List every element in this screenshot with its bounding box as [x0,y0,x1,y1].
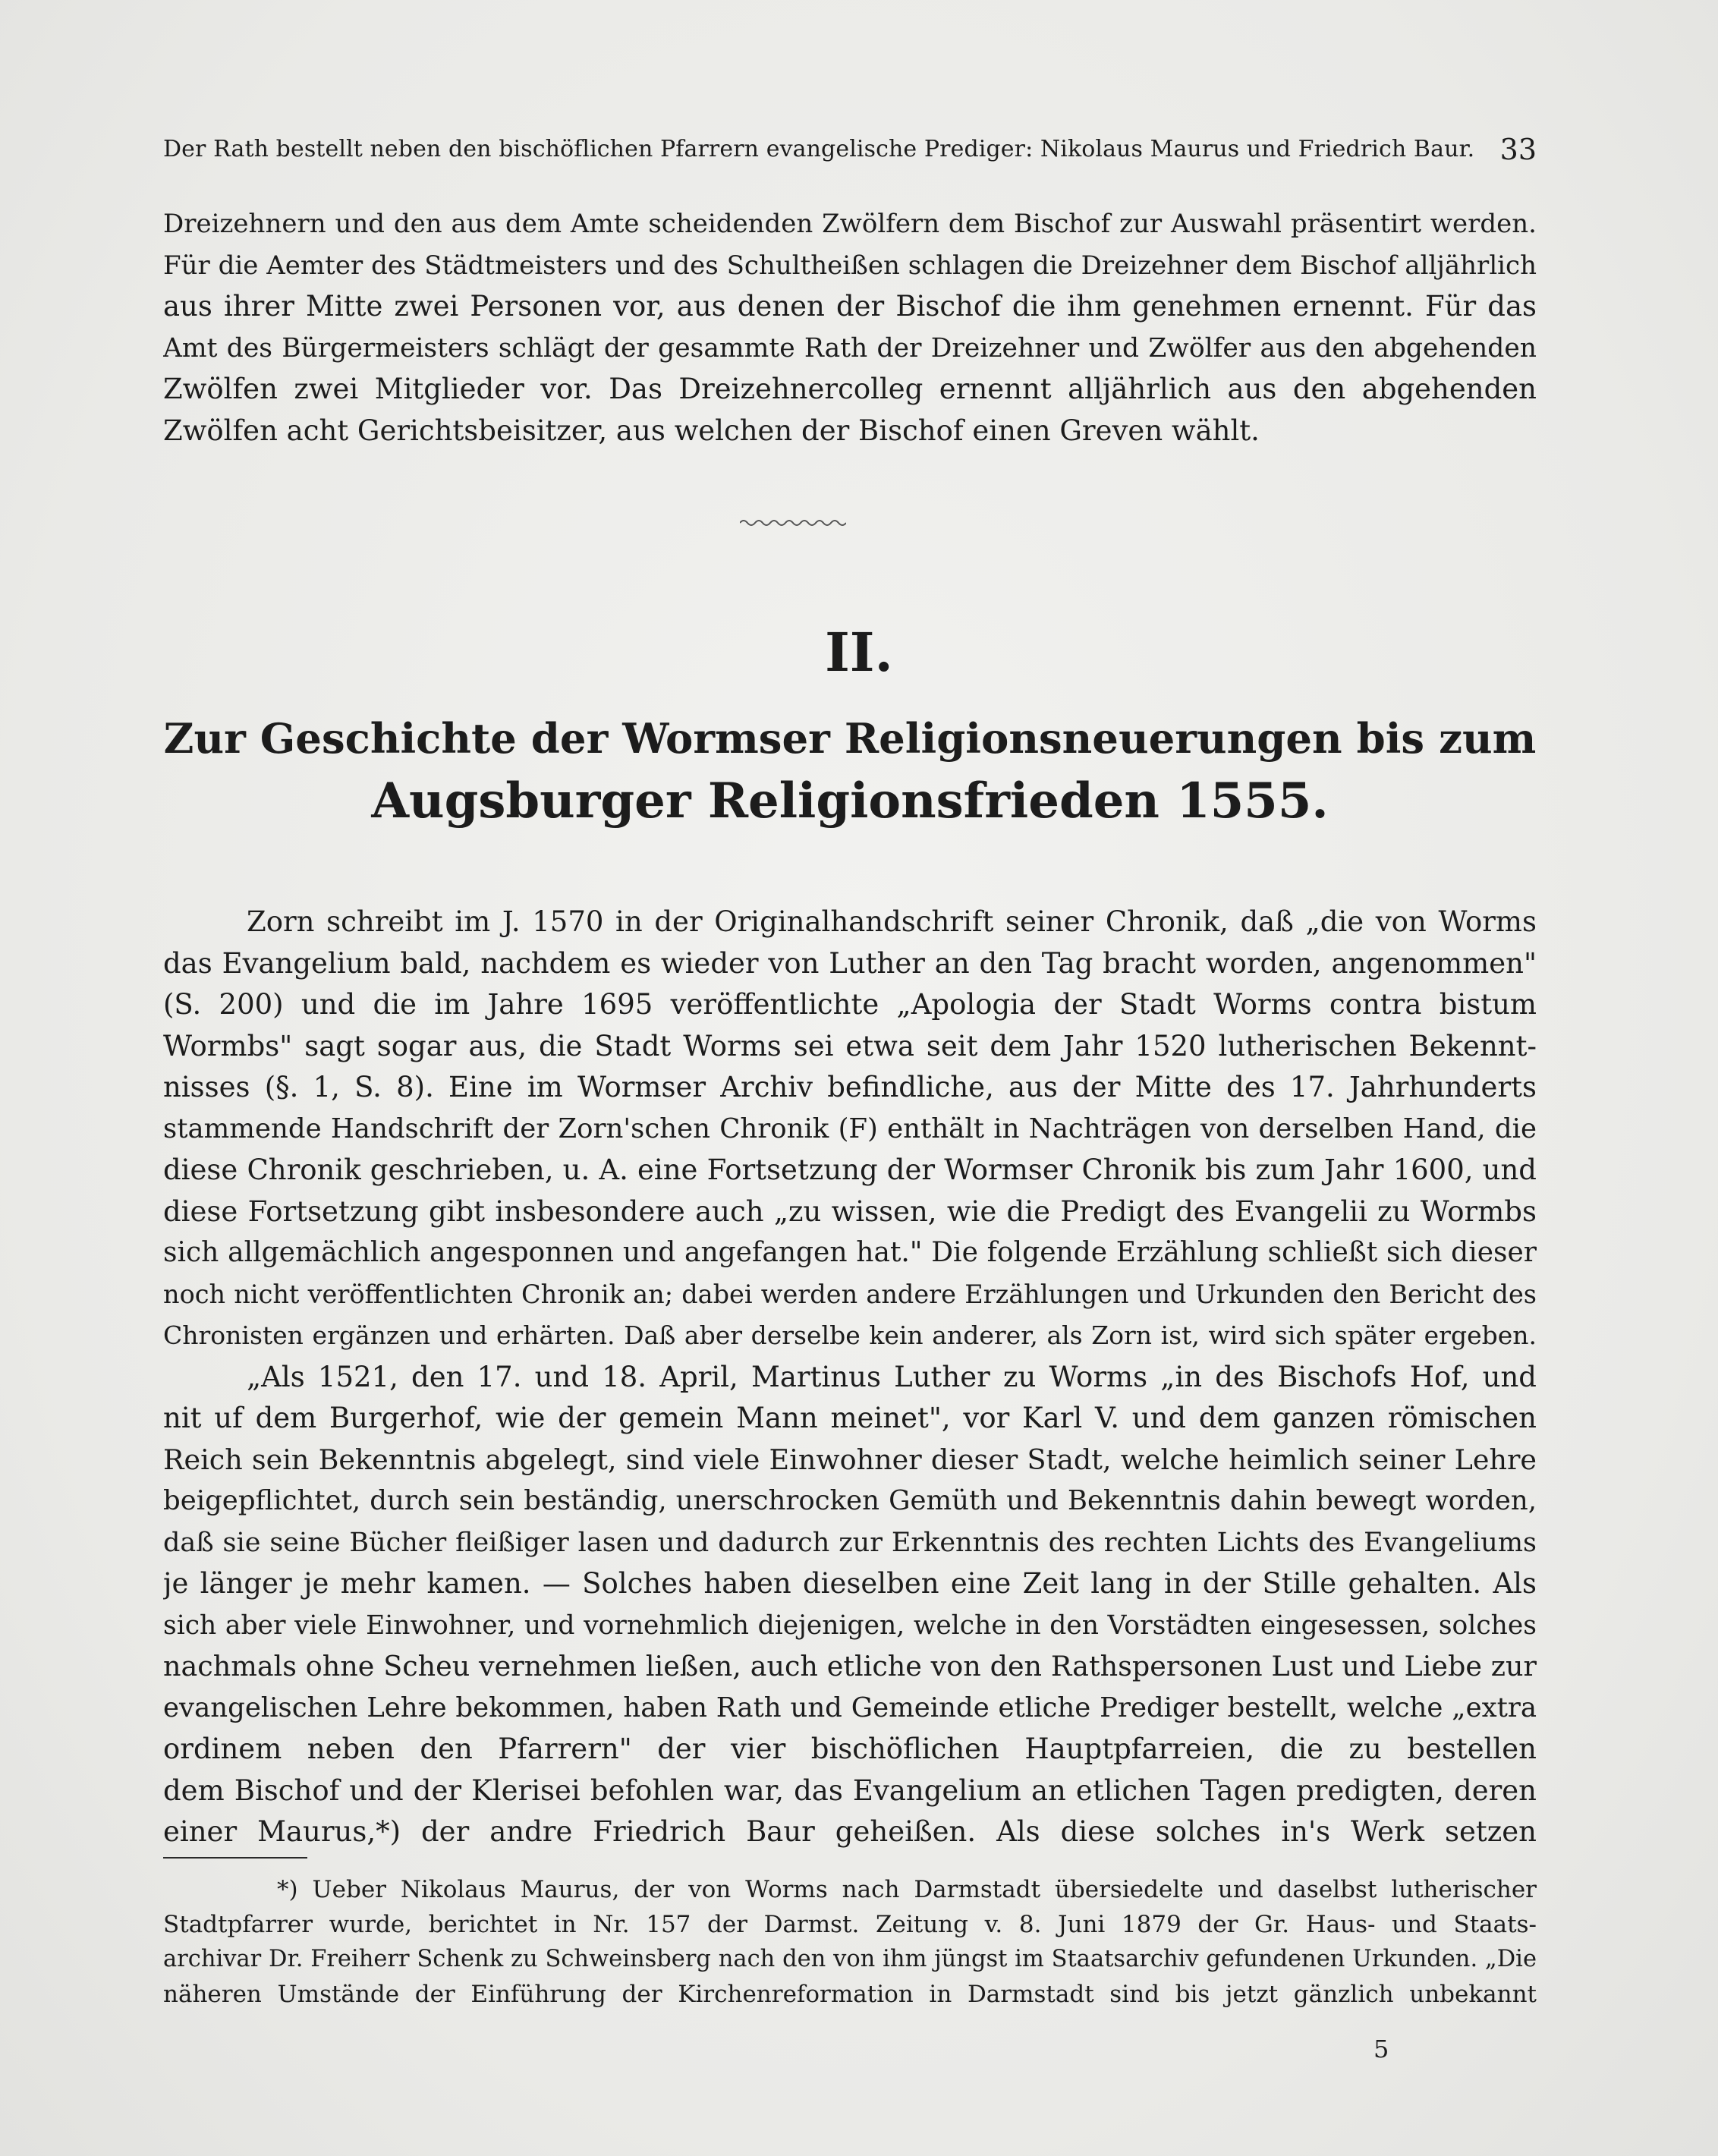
text-line: beigepflichtet, durch sein beständig, unerschrocken Gemüth und Bekenntnis dahin bewegt worden, [163,1485,1537,1516]
text-line: nit uf dem Burgerhof, wie der gemein Mann meinet", vor Karl V. und dem ganzen römischen [163,1402,1537,1434]
underline-squiggle-mark [740,518,846,528]
page-number: 33 [1499,133,1537,166]
text-line: ordinem neben den Pfarrern" der vier bischöflichen Hauptpfarreien, die zu bestellen [163,1733,1537,1765]
footnote-line: archivar Dr. Freiherr Schenk zu Schweinsberg nach den von ihm jüngst im Staatsarchiv gefundenen Urkunden. „Die [163,1946,1537,1972]
text-line: diese Chronik geschrieben, u. A. eine Fortsetzung der Wormser Chronik bis zum Jahr 1600, und [163,1154,1537,1186]
text-line: Reich sein Bekenntnis abgelegt, sind viele Einwohner dieser Stadt, welche heimlich seiner Lehre [163,1443,1537,1476]
text-line: Zwölfen zwei Mitglieder vor. Das Dreizehnercolleg ernennt alljährlich aus den abgehenden [163,373,1537,405]
text-line: nachmals ohne Scheu vernehmen ließen, auch etliche von den Rathspersonen Lust und Liebe zur [163,1650,1537,1682]
text-line: Zwölfen acht Gerichtsbeisitzer, aus welchen der Bischof einen Greven wählt. [163,414,1260,447]
text-line: Für die Aemter des Städtmeisters und des Schultheißen schlagen die Dreizehner dem Bischof alljährlich [163,250,1537,281]
running-head-title: Der Rath bestellt neben den bischöflichen Pfarrern evangelische Prediger: Nikolaus Maurus und Friedrich Baur. [163,136,1475,162]
main-text [163,902,1537,1853]
text-line: aus ihrer Mitte zwei Personen vor, aus denen der Bischof die ihm genehmen ernennt. Für das [163,290,1537,323]
text-line: Wormbs" sagt sogar aus, die Stadt Worms sei etwa seit dem Jahr 1520 lutherischen Bekennt- [163,1029,1537,1062]
text-line: dem Bischof und der Klerisei befohlen war, das Evangelium an etlichen Tagen predigten, deren [163,1774,1537,1807]
text-line: je länger je mehr kamen. — Solches haben dieselben eine Zeit lang in der Stille gehalten. Als [163,1567,1537,1600]
text-line: Zorn schreibt im J. 1570 in der Originalhandschrift seiner Chronik, daß „die von Worms [247,905,1537,938]
text-line: das Evangelium bald, nachdem es wieder von Luther an den Tag bracht worden, angenommen" [163,946,1537,980]
footnote-line: *) Ueber Nikolaus Maurus, der von Worms nach Darmstadt übersiedelte und daselbst lutherischer [277,1876,1537,1903]
text-line: sich allgemächlich angesponnen und angefangen hat." Die folgende Erzählung schließt sich dieser [163,1237,1537,1268]
text-line: daß sie seine Bücher fleißiger lasen und dadurch zur Erkenntnis des rechten Lichts des Evangeliums [163,1527,1537,1558]
footnote [163,1872,1537,2012]
text-line: Amt des Bürgermeisters schlägt der gesammte Rath der Dreizehner und Zwölfer aus den abgehenden [163,332,1537,364]
text-line: noch nicht veröffentlichten Chronik an; dabei werden andere Erzählungen und Urkunden den Bericht des [163,1279,1537,1309]
intro-paragraph [163,203,1537,452]
text-line: stammende Handschrift der Zorn'schen Chronik (F) enthält in Nachträgen von derselben Hand, die [163,1113,1537,1144]
footnote-line: Stadtpfarrer wurde, berichtet in Nr. 157 der Darmst. Zeitung v. 8. Juni 1879 der Gr. Haus- und Staats- [163,1911,1537,1938]
text-line: „Als 1521, den 17. und 18. April, Martinus Luther zu Worms „in des Bischofs Hof, und [247,1360,1537,1393]
text-line: (S. 200) und die im Jahre 1695 veröffentlichte „Apologia der Stadt Worms contra bistum [163,988,1537,1021]
signature-mark: 5 [1373,2035,1389,2063]
footnote-rule [163,1857,307,1859]
section-number: II. [825,621,893,684]
text-line: einer Maurus,*) der andre Friedrich Baur geheißen. Als diese solches in's Werk setzen [163,1815,1537,1848]
running-head [163,131,1537,168]
text-line: evangelischen Lehre bekommen, haben Rath und Gemeinde etliche Prediger bestellt, welche „extra [163,1692,1537,1723]
text-line: Chronisten ergänzen und erhärten. Daß aber derselbe kein anderer, als Zorn ist, wird sich später ergeben. [163,1320,1537,1350]
text-line: nisses (§. 1, S. 8). Eine im Wormser Archiv befindliche, aus der Mitte des 17. Jahrhunderts [163,1071,1537,1103]
text-line: sich aber viele Einwohner, und vornehmlich diejenigen, welche in den Vorstädten eingesessen, solches [163,1610,1537,1641]
text-line: diese Fortsetzung gibt insbesondere auch „zu wissen, wie die Predigt des Evangelii zu Wormbs [163,1194,1537,1228]
footnote-line: näheren Umstände der Einführung der Kirchenreformation in Darmstadt sind bis jetzt gänzlich unbekannt [163,1981,1537,2008]
section-title-line-1: Zur Geschichte der Wormser Religionsneuerungen bis zum [163,714,1537,763]
text-line: Dreizehnern und den aus dem Amte scheidenden Zwölfern dem Bischof zur Auswahl präsentirt werden. [163,209,1537,239]
section-title-line-2: Augsburger Religionsfrieden 1555. [371,773,1329,829]
